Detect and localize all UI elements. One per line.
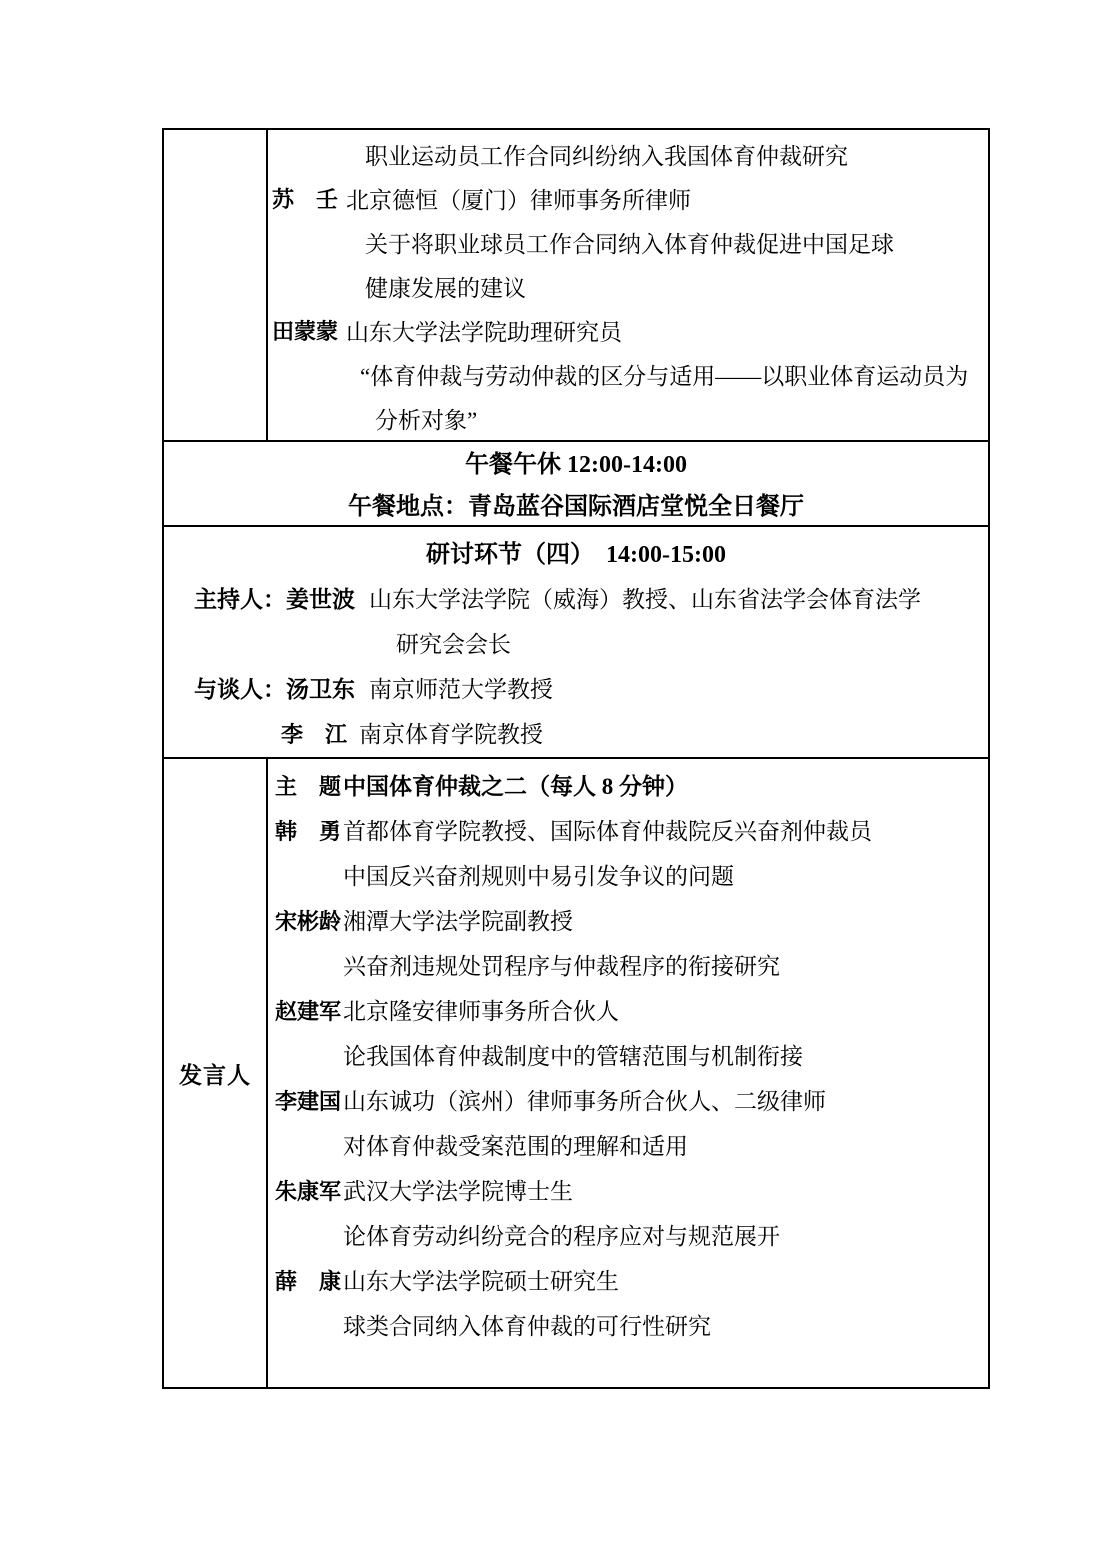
theme-label: 主 题 [275,773,342,799]
speaker-name: 宋彬龄 [275,908,342,934]
topic-text: 关于将职业球员工作合同纳入体育仲裁促进中国足球 [365,231,894,257]
speaker-line [268,989,988,1034]
speaker-affiliation: 湘潭大学法学院副教授 [343,909,573,934]
continuation-row-label-cell [164,130,268,440]
topic-text: “体育仲裁与劳动仲裁的区分与适用——以职业体育运动员为 [360,363,969,389]
host-affiliation-continued: 研究会会长 [396,632,511,657]
speakers-row [164,759,988,1387]
speaker-affiliation: 武汉大学法学院博士生 [343,1179,573,1204]
speakers-content [268,759,988,1387]
session-host-affiliation-wrap-line [164,622,988,667]
topic-line [268,1124,988,1169]
topic-line [268,1214,988,1259]
topic-text: 中国反兴奋剂规则中易引发争议的问题 [343,864,734,889]
speaker-line [268,1259,988,1304]
lunch-location-line [164,486,988,528]
session-host-line [164,577,988,622]
speaker-name: 韩 勇 [275,818,342,844]
discussant-affiliation: 南京师范大学教授 [369,677,553,702]
session-header-row [164,527,988,759]
topic-text: 兴奋剂违规处罚程序与仲裁程序的衔接研究 [343,954,780,979]
lunch-time-text: 午餐午休 12:00-14:00 [465,452,687,478]
discussant-label: 与谈人： [194,677,286,702]
speaker-line [268,178,988,222]
topic-text: 论我国体育仲裁制度中的管辖范围与机制衔接 [343,1044,803,1069]
speaker-line [268,310,988,354]
session-discussant-line [164,712,988,757]
lunch-time-line [164,444,988,486]
topic-line [268,354,988,398]
speaker-affiliation: 首都体育学院教授、国际体育仲裁院反兴奋剂仲裁员 [343,819,872,844]
speaker-name: 赵建军 [275,998,342,1024]
topic-text: 论体育劳动纠纷竞合的程序应对与规范展开 [343,1224,780,1249]
host-label: 主持人： [194,587,286,612]
speaker-affiliation: 山东大学法学院助理研究员 [346,319,622,345]
continuation-row [164,130,988,442]
speaker-name: 苏 壬 [272,187,339,212]
speakers-label-cell [164,759,268,1387]
speaker-name: 朱康军 [275,1178,342,1204]
theme-text: 中国体育仲裁之二（每人 8 分钟） [343,774,688,799]
speaker-line [268,1169,988,1214]
speaker-affiliation: 山东大学法学院硕士研究生 [343,1269,619,1294]
discussant-name: 李 江 [281,721,348,747]
speaker-line [268,809,988,854]
agenda-table [162,128,990,1389]
session-discussant-line [164,667,988,712]
host-name: 姜世波 [286,587,355,612]
speaker-line [268,1079,988,1124]
topic-line [268,134,988,178]
topic-line [268,266,988,310]
speaker-name: 李建国 [275,1088,342,1114]
session-title-text: 研讨环节（四） 14:00-15:00 [426,541,726,568]
topic-text: 分析对象” [375,407,478,433]
session-title-line [164,532,988,577]
topic-line [268,222,988,266]
topic-line [268,944,988,989]
continuation-row-content [268,130,988,440]
lunch-row [164,442,988,527]
theme-line [268,764,988,809]
speaker-affiliation: 北京隆安律师事务所合伙人 [343,999,619,1024]
lunch-location-text: 午餐地点：青岛蓝谷国际酒店堂悦全日餐厅 [348,494,804,520]
topic-line [268,1304,988,1349]
speaker-line [268,899,988,944]
speaker-name: 薛 康 [275,1268,342,1294]
topic-text: 健康发展的建议 [365,275,526,301]
speakers-column-label: 发言人 [179,1062,251,1088]
host-affiliation: 山东大学法学院（威海）教授、山东省法学会体育法学 [369,587,921,612]
topic-text: 球类合同纳入体育仲裁的可行性研究 [343,1314,711,1339]
speaker-affiliation: 北京德恒（厦门）律师事务所律师 [346,187,691,213]
topic-line [268,854,988,899]
speaker-affiliation: 山东诚功（滨州）律师事务所合伙人、二级律师 [343,1089,826,1114]
discussant-name: 汤卫东 [286,677,355,702]
speaker-name: 田蒙蒙 [272,319,339,344]
topic-text: 对体育仲裁受案范围的理解和适用 [343,1134,688,1159]
topic-line [268,398,988,442]
topic-line [268,1034,988,1079]
topic-text: 职业运动员工作合同纠纷纳入我国体育仲裁研究 [365,143,848,169]
discussant-affiliation: 南京体育学院教授 [359,722,543,747]
